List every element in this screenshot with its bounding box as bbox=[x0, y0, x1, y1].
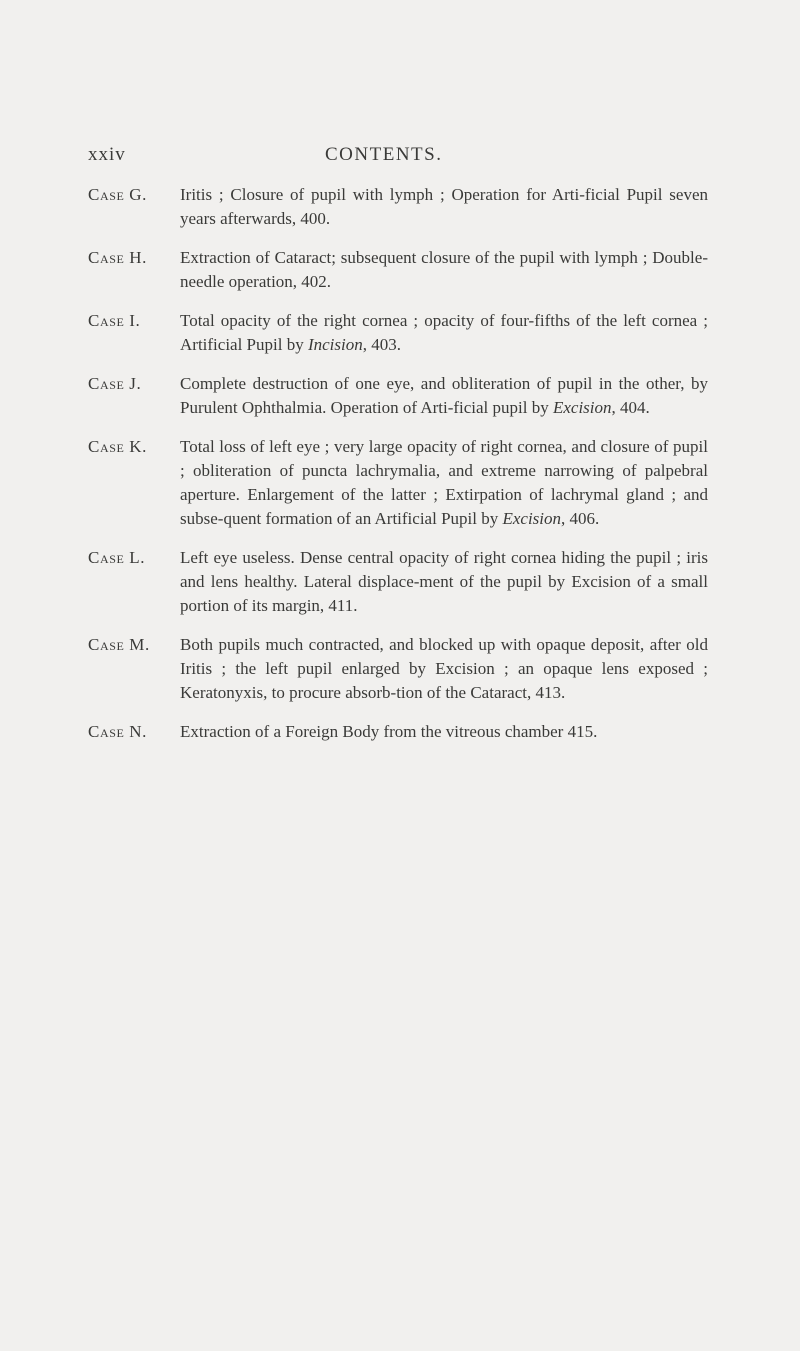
case-description: Extraction of a Foreign Body from the vitreous chamber 415. bbox=[180, 722, 598, 741]
case-label: Case L. bbox=[88, 548, 146, 567]
case-description: Extraction of Cataract; subsequent closure of the pupil with lymph ; Double-needle operation, 402. bbox=[180, 248, 708, 291]
case-description: Complete destruction of one eye, and obliteration of pupil in the other, by Purulent Ophthalmia. Operation of Arti-ficial pupil by Excision, 404. bbox=[180, 374, 708, 417]
contents-entry-case-g bbox=[88, 183, 708, 231]
case-description: Both pupils much contracted, and blocked up with opaque deposit, after old Iritis ; the left pupil enlarged by Excision ; an opaque lens exposed ; Keratonyxis, to procure absorb-tion of the Cataract, 413. bbox=[180, 635, 708, 702]
running-head bbox=[88, 144, 708, 168]
contents-entry-case-k bbox=[88, 435, 708, 531]
case-description: Iritis ; Closure of pupil with lymph ; Operation for Arti-ficial Pupil seven years afterwards, 400. bbox=[180, 185, 708, 228]
contents-entry-case-h bbox=[88, 246, 708, 294]
case-description: Left eye useless. Dense central opacity of right cornea hiding the pupil ; iris and lens healthy. Lateral displace-ment of the pupil by Excision of a small portion of its margin, 411. bbox=[180, 548, 708, 615]
contents-entry-case-n bbox=[88, 720, 708, 744]
case-label: Case H. bbox=[88, 248, 147, 267]
case-label: Case G. bbox=[88, 185, 147, 204]
case-description: Total loss of left eye ; very large opacity of right cornea, and closure of pupil ; obliteration of puncta lachrymalia, and extreme narrowing of palpebral aperture. Enlargement of the latter ; Extirpation of lachrymal gland ; and subse-quent formation of an Artificial Pupil by Excision, 406. bbox=[180, 437, 708, 528]
contents-entry-case-j bbox=[88, 372, 708, 420]
case-label: Case N. bbox=[88, 722, 147, 741]
contents-entry-case-m bbox=[88, 633, 708, 705]
case-label: Case K. bbox=[88, 437, 147, 456]
contents-entry-case-i bbox=[88, 309, 708, 357]
case-label: Case I. bbox=[88, 311, 141, 330]
contents-list bbox=[88, 183, 708, 759]
case-label: Case J. bbox=[88, 374, 142, 393]
case-label: Case M. bbox=[88, 635, 150, 654]
contents-entry-case-l bbox=[88, 546, 708, 618]
case-description: Total opacity of the right cornea ; opacity of four-fifths of the left cornea ; Artificial Pupil by Incision, 403. bbox=[180, 311, 708, 354]
page-number: xxiv bbox=[88, 144, 126, 165]
page-title: CONTENTS. bbox=[325, 144, 443, 165]
